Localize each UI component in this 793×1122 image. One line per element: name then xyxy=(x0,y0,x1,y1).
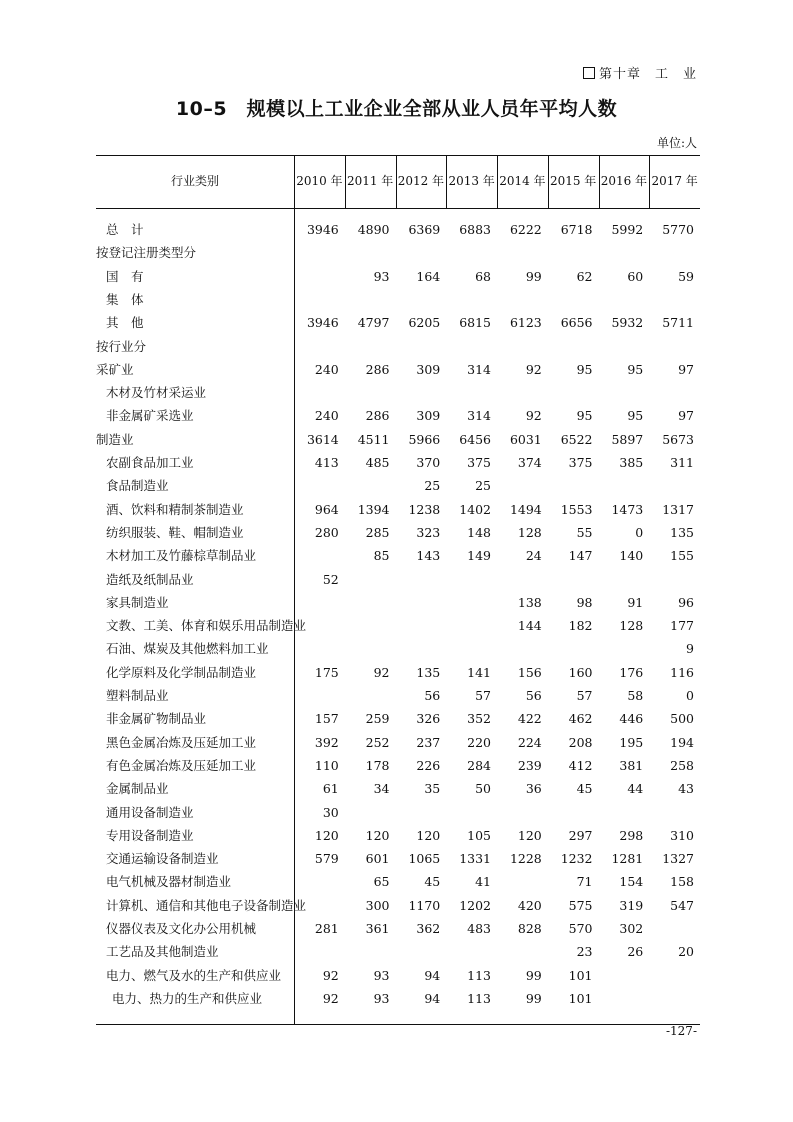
cell-value: 141 xyxy=(467,664,491,680)
cell-value: 1238 xyxy=(408,501,441,517)
row-label: 总 计 xyxy=(106,222,144,237)
cell-value: 314 xyxy=(467,408,491,424)
cell-value: 105 xyxy=(467,827,491,843)
cell-value: 113 xyxy=(467,967,491,983)
cell-value: 413 xyxy=(314,455,339,470)
cell-value: 239 xyxy=(517,757,542,773)
row-label: 农副食品加工业 xyxy=(106,455,194,470)
cell-value: 110 xyxy=(314,757,339,773)
column-header-year: 2010 年 xyxy=(296,174,343,188)
cell-value: 128 xyxy=(619,618,644,634)
column-header-year: 2011 年 xyxy=(346,174,394,188)
cell-value: 281 xyxy=(314,921,339,936)
table-row xyxy=(96,591,700,614)
cell-value: 374 xyxy=(517,455,542,470)
table-row xyxy=(96,801,700,824)
cell-value: 1394 xyxy=(357,501,390,517)
cell-value: 95 xyxy=(627,408,644,424)
table-row xyxy=(96,940,700,963)
cell-value: 194 xyxy=(670,734,694,750)
cell-value: 286 xyxy=(365,408,390,424)
column-header-category: 行业类别 xyxy=(170,174,219,188)
cell-value: 964 xyxy=(314,501,339,517)
row-label: 通用设备制造业 xyxy=(106,804,194,820)
cell-value: 237 xyxy=(416,734,441,750)
row-label: 电气机械及器材制造业 xyxy=(106,874,232,890)
cell-value: 314 xyxy=(467,361,491,377)
page-number: -127- xyxy=(665,1024,697,1038)
cell-value: 164 xyxy=(416,268,441,284)
cell-value: 298 xyxy=(619,827,644,843)
cell-value: 178 xyxy=(365,757,390,773)
cell-value: 55 xyxy=(576,524,593,540)
cell-value: 1281 xyxy=(611,851,644,867)
cell-value: 9 xyxy=(686,641,694,657)
table-header-rule xyxy=(96,208,700,209)
row-label: 黑色金属冶炼及压延加工业 xyxy=(106,734,257,750)
cell-value: 601 xyxy=(365,851,390,867)
cell-value: 1327 xyxy=(662,851,694,867)
cell-value: 5966 xyxy=(408,431,441,447)
header-divider xyxy=(396,155,397,208)
cell-value: 1494 xyxy=(509,501,542,517)
cell-value: 56 xyxy=(525,688,542,703)
cell-value: 44 xyxy=(627,781,644,797)
column-header-year: 2015 年 xyxy=(549,174,597,188)
cell-value: 240 xyxy=(314,408,339,424)
cell-value: 154 xyxy=(619,874,644,890)
row-label: 家具制造业 xyxy=(106,594,169,610)
cell-value: 361 xyxy=(365,921,390,936)
cell-value: 158 xyxy=(670,874,694,890)
cell-value: 140 xyxy=(619,548,644,564)
cell-value: 6031 xyxy=(509,431,542,447)
cell-value: 1331 xyxy=(459,851,491,867)
cell-value: 59 xyxy=(678,268,694,284)
cell-value: 138 xyxy=(517,594,542,610)
cell-value: 420 xyxy=(517,897,542,913)
cell-value: 6369 xyxy=(408,222,441,237)
table-row xyxy=(96,964,700,987)
table-row xyxy=(96,544,700,567)
row-label: 木材加工及竹藤棕草制品业 xyxy=(106,548,257,564)
row-label: 电力、热力的生产和供应业 xyxy=(112,990,263,1006)
cell-value: 30 xyxy=(322,804,339,820)
cell-value: 6718 xyxy=(560,222,593,237)
cell-value: 99 xyxy=(525,990,542,1006)
cell-value: 61 xyxy=(322,781,339,797)
cell-value: 143 xyxy=(416,548,441,564)
cell-value: 23 xyxy=(576,944,593,960)
cell-value: 34 xyxy=(373,781,390,797)
cell-value: 128 xyxy=(517,524,542,540)
cell-value: 4511 xyxy=(357,431,390,447)
cell-value: 113 xyxy=(467,990,491,1006)
row-label: 计算机、通信和其他电子设备制造业 xyxy=(106,897,307,913)
cell-value: 258 xyxy=(670,757,694,773)
row-label: 石油、煤炭及其他燃料加工业 xyxy=(106,641,269,657)
table-row xyxy=(96,707,700,730)
table-row xyxy=(96,661,700,684)
table-row xyxy=(96,777,700,800)
row-label: 按登记注册类型分 xyxy=(96,245,197,261)
cell-value: 579 xyxy=(314,851,339,867)
cell-value: 1553 xyxy=(560,501,593,517)
cell-value: 24 xyxy=(525,548,542,564)
row-label: 专用设备制造业 xyxy=(106,827,194,843)
row-label: 塑料制品业 xyxy=(106,688,169,703)
table-row xyxy=(96,637,700,660)
cell-value: 0 xyxy=(686,688,694,703)
cell-value: 175 xyxy=(314,664,339,680)
table-row xyxy=(96,568,700,591)
cell-value: 6222 xyxy=(509,222,542,237)
cell-value: 5770 xyxy=(662,222,694,237)
cell-value: 6123 xyxy=(509,315,542,331)
row-label: 造纸及纸制品业 xyxy=(106,571,194,587)
cell-value: 412 xyxy=(568,757,593,773)
column-header-year: 2017 年 xyxy=(651,174,698,188)
cell-value: 101 xyxy=(568,967,593,983)
row-label: 其 他 xyxy=(106,315,144,331)
page-title: 10–5 规模以上工业企业全部从业人员年平均人数 xyxy=(175,98,618,120)
square-icon xyxy=(583,67,595,79)
row-label: 制造业 xyxy=(96,431,134,447)
cell-value: 828 xyxy=(517,921,542,936)
cell-value: 85 xyxy=(373,548,390,564)
cell-value: 93 xyxy=(373,967,390,983)
cell-value: 302 xyxy=(619,921,644,936)
cell-value: 92 xyxy=(525,408,542,424)
cell-value: 92 xyxy=(322,990,339,1006)
cell-value: 286 xyxy=(365,361,390,377)
cell-value: 116 xyxy=(670,664,694,680)
table-row xyxy=(96,824,700,847)
cell-value: 57 xyxy=(475,688,491,703)
column-header-year: 2016 年 xyxy=(600,174,648,188)
cell-value: 3614 xyxy=(306,431,339,447)
cell-value: 93 xyxy=(373,990,390,1006)
cell-value: 6522 xyxy=(560,431,593,447)
cell-value: 297 xyxy=(568,827,593,843)
cell-value: 375 xyxy=(568,455,593,470)
table-row xyxy=(96,684,700,707)
cell-value: 240 xyxy=(314,361,339,377)
cell-value: 97 xyxy=(678,361,694,377)
cell-value: 1317 xyxy=(662,501,694,517)
cell-value: 92 xyxy=(525,361,542,377)
row-label: 交通运输设备制造业 xyxy=(106,851,219,867)
cell-value: 58 xyxy=(627,688,644,703)
cell-value: 252 xyxy=(365,734,390,750)
cell-value: 96 xyxy=(678,594,694,610)
cell-value: 148 xyxy=(467,524,491,540)
cell-value: 0 xyxy=(635,524,644,540)
cell-value: 120 xyxy=(314,827,339,843)
table-bottom-rule xyxy=(96,1024,700,1025)
cell-value: 385 xyxy=(619,455,644,470)
cell-value: 97 xyxy=(678,408,694,424)
cell-value: 94 xyxy=(424,990,441,1006)
chapter-header xyxy=(583,63,697,82)
cell-value: 149 xyxy=(467,548,491,564)
cell-value: 422 xyxy=(517,711,542,727)
header-divider xyxy=(497,155,498,208)
row-label: 纺织服装、鞋、帽制造业 xyxy=(106,524,244,540)
cell-value: 93 xyxy=(373,268,390,284)
column-header-year: 2014 年 xyxy=(499,174,546,188)
cell-value: 45 xyxy=(424,874,441,890)
table-row xyxy=(96,451,700,474)
cell-value: 20 xyxy=(678,944,694,960)
cell-value: 381 xyxy=(619,757,644,773)
header-divider xyxy=(649,155,650,208)
cell-value: 52 xyxy=(322,571,339,587)
cell-value: 570 xyxy=(568,921,593,936)
cell-value: 500 xyxy=(670,711,694,727)
row-label: 文教、工美、体育和娱乐用品制造业 xyxy=(106,618,307,634)
cell-value: 3946 xyxy=(306,222,339,237)
cell-value: 284 xyxy=(467,757,491,773)
header-divider xyxy=(548,155,549,208)
row-label: 化学原料及化学制品制造业 xyxy=(106,664,257,680)
cell-value: 485 xyxy=(365,455,390,470)
table-row xyxy=(96,358,700,381)
cell-value: 323 xyxy=(416,524,441,540)
header-divider xyxy=(446,155,447,208)
row-label: 国 有 xyxy=(106,268,144,284)
cell-value: 144 xyxy=(517,618,542,634)
cell-value: 375 xyxy=(467,455,491,470)
row-label: 集 体 xyxy=(106,291,144,307)
cell-value: 120 xyxy=(365,827,390,843)
cell-value: 6656 xyxy=(560,315,593,331)
cell-value: 95 xyxy=(576,408,593,424)
cell-value: 120 xyxy=(517,827,542,843)
cell-value: 91 xyxy=(627,594,644,610)
cell-value: 176 xyxy=(619,664,644,680)
table-row xyxy=(96,894,700,917)
cell-value: 135 xyxy=(416,664,441,680)
cell-value: 147 xyxy=(568,548,593,564)
table-row xyxy=(96,265,700,288)
cell-value: 98 xyxy=(576,594,593,610)
cell-value: 177 xyxy=(670,618,694,634)
cell-value: 92 xyxy=(373,664,390,680)
column-header-year: 2013 年 xyxy=(448,174,495,188)
row-label: 工艺品及其他制造业 xyxy=(106,944,219,960)
cell-value: 575 xyxy=(568,897,593,913)
cell-value: 309 xyxy=(416,408,441,424)
cell-value: 25 xyxy=(475,478,491,494)
cell-value: 56 xyxy=(424,688,441,703)
cell-value: 1065 xyxy=(408,851,441,867)
row-label: 有色金属冶炼及压延加工业 xyxy=(106,757,257,773)
cell-value: 157 xyxy=(314,711,339,727)
table-row xyxy=(96,614,700,637)
cell-value: 155 xyxy=(670,548,694,564)
table-row xyxy=(96,498,700,521)
cell-value: 68 xyxy=(475,268,491,284)
cell-value: 1473 xyxy=(611,501,644,517)
cell-value: 6815 xyxy=(459,315,491,331)
cell-value: 92 xyxy=(322,967,339,983)
cell-value: 462 xyxy=(568,711,593,727)
cell-value: 195 xyxy=(619,734,644,750)
cell-value: 95 xyxy=(576,361,593,377)
table-row xyxy=(96,754,700,777)
cell-value: 6205 xyxy=(408,315,441,331)
table-row xyxy=(96,987,700,1010)
table-row xyxy=(96,218,700,241)
cell-value: 326 xyxy=(416,711,441,727)
table-row xyxy=(96,288,700,311)
table-row xyxy=(96,847,700,870)
cell-value: 208 xyxy=(568,734,593,750)
cell-value: 1228 xyxy=(509,851,542,867)
cell-value: 547 xyxy=(670,897,694,913)
table-row xyxy=(96,311,700,334)
row-label: 电力、燃气及水的生产和供应业 xyxy=(106,967,282,983)
cell-value: 101 xyxy=(568,990,593,1006)
cell-value: 319 xyxy=(619,897,644,913)
table-row xyxy=(96,521,700,544)
table-row xyxy=(96,474,700,497)
cell-value: 182 xyxy=(568,618,593,634)
cell-value: 310 xyxy=(670,827,694,843)
cell-value: 4890 xyxy=(357,222,390,237)
cell-value: 1232 xyxy=(560,851,593,867)
cell-value: 95 xyxy=(627,361,644,377)
cell-value: 220 xyxy=(467,734,491,750)
cell-value: 35 xyxy=(424,781,441,797)
table-row xyxy=(96,917,700,940)
cell-value: 285 xyxy=(365,524,390,540)
row-label: 非金属矿采选业 xyxy=(106,408,194,424)
row-label: 食品制造业 xyxy=(106,478,169,494)
row-label: 金属制品业 xyxy=(106,781,169,797)
table-row xyxy=(96,428,700,451)
header-divider xyxy=(599,155,600,208)
cell-value: 94 xyxy=(424,967,441,983)
cell-value: 99 xyxy=(525,967,542,983)
cell-value: 5673 xyxy=(662,431,694,447)
table-row xyxy=(96,381,700,404)
row-label: 酒、饮料和精制茶制造业 xyxy=(106,501,244,517)
cell-value: 5992 xyxy=(611,222,644,237)
cell-value: 6456 xyxy=(459,431,491,447)
cell-value: 300 xyxy=(365,897,390,913)
cell-value: 352 xyxy=(467,711,491,727)
cell-value: 259 xyxy=(365,711,390,727)
cell-value: 1170 xyxy=(408,897,441,913)
column-header-year: 2012 年 xyxy=(397,174,445,188)
cell-value: 3946 xyxy=(306,315,339,331)
cell-value: 309 xyxy=(416,361,441,377)
cell-value: 1202 xyxy=(459,897,491,913)
cell-value: 5932 xyxy=(611,315,644,331)
cell-value: 45 xyxy=(576,781,593,797)
table-row xyxy=(96,241,700,264)
cell-value: 370 xyxy=(416,455,441,470)
table-row xyxy=(96,335,700,358)
cell-value: 4797 xyxy=(357,315,390,331)
cell-value: 5711 xyxy=(662,315,694,331)
chapter-label: 第十章 工 业 xyxy=(598,67,697,82)
unit-label: 单位:人 xyxy=(656,136,697,150)
table-row xyxy=(96,731,700,754)
cell-value: 71 xyxy=(576,874,593,890)
cell-value: 156 xyxy=(517,664,542,680)
cell-value: 6883 xyxy=(459,222,491,237)
cell-value: 62 xyxy=(576,268,593,284)
cell-value: 65 xyxy=(373,874,390,890)
cell-value: 446 xyxy=(619,711,644,727)
cell-value: 224 xyxy=(517,734,542,750)
cell-value: 43 xyxy=(678,781,694,797)
cell-value: 50 xyxy=(475,781,491,797)
row-label: 按行业分 xyxy=(96,338,147,354)
cell-value: 280 xyxy=(314,524,339,540)
cell-value: 41 xyxy=(475,874,491,890)
row-label: 仪器仪表及文化办公用机械 xyxy=(106,921,257,936)
header-divider xyxy=(345,155,346,208)
cell-value: 57 xyxy=(576,688,593,703)
cell-value: 60 xyxy=(627,268,644,284)
table-row xyxy=(96,404,700,427)
cell-value: 1402 xyxy=(459,501,491,517)
cell-value: 99 xyxy=(525,268,542,284)
cell-value: 25 xyxy=(424,478,441,494)
cell-value: 160 xyxy=(568,664,593,680)
row-label: 采矿业 xyxy=(96,361,134,377)
cell-value: 5897 xyxy=(611,431,644,447)
row-label: 木材及竹材采运业 xyxy=(106,385,207,401)
cell-value: 36 xyxy=(525,781,542,797)
cell-value: 26 xyxy=(627,944,644,960)
cell-value: 226 xyxy=(416,757,441,773)
cell-value: 362 xyxy=(416,921,441,936)
cell-value: 392 xyxy=(314,734,339,750)
cell-value: 135 xyxy=(670,524,694,540)
cell-value: 483 xyxy=(467,921,491,936)
row-label: 非金属矿物制品业 xyxy=(106,711,207,727)
cell-value: 120 xyxy=(416,827,441,843)
cell-value: 311 xyxy=(670,455,694,470)
table-row xyxy=(96,870,700,893)
